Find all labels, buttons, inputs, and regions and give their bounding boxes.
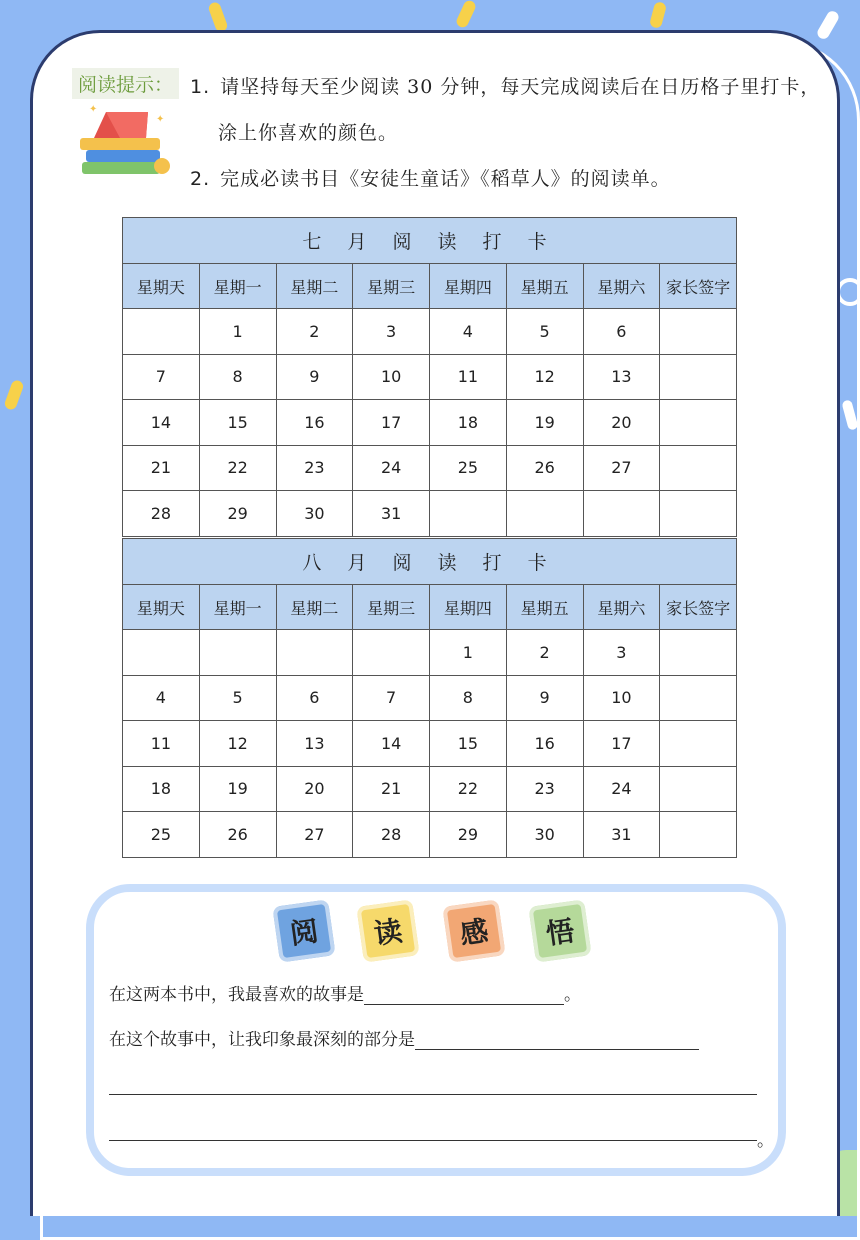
impression-question — [109, 1025, 699, 1050]
calendar-week-row — [123, 766, 737, 812]
tip-text: 请坚持每天至少阅读 30 分钟，每天完成阅读后在日历格子里打卡， — [220, 76, 821, 98]
day-cell[interactable]: 20 — [276, 766, 353, 812]
weekday-header: 家长签字 — [660, 264, 737, 309]
day-cell[interactable]: 2 — [506, 630, 583, 676]
day-cell[interactable]: 17 — [583, 721, 660, 767]
weekday-header: 星期一 — [199, 585, 276, 630]
day-cell[interactable]: 8 — [430, 675, 507, 721]
day-cell[interactable]: 25 — [430, 445, 507, 491]
answer-end-mark: 。 — [757, 1131, 774, 1151]
day-cell[interactable]: 19 — [199, 766, 276, 812]
day-cell[interactable]: 4 — [430, 309, 507, 355]
day-cell[interactable]: 5 — [199, 675, 276, 721]
badge-du: 读 — [356, 899, 419, 962]
day-cell[interactable]: 30 — [276, 491, 353, 537]
day-cell[interactable]: 13 — [276, 721, 353, 767]
day-cell[interactable]: 3 — [353, 309, 430, 355]
impression-blank[interactable] — [415, 1031, 699, 1050]
parent-signature-cell[interactable] — [660, 766, 737, 812]
july-reading-calendar — [122, 217, 737, 537]
calendar-week-row — [123, 445, 737, 491]
day-cell[interactable]: 23 — [506, 766, 583, 812]
day-cell[interactable]: 10 — [353, 354, 430, 400]
day-cell[interactable]: 11 — [430, 354, 507, 400]
day-cell[interactable]: 21 — [123, 445, 200, 491]
parent-signature-cell[interactable] — [660, 309, 737, 355]
decor-dash — [649, 1, 667, 29]
favorite-story-question — [109, 980, 581, 1005]
decor-dash — [207, 1, 229, 33]
day-cell[interactable]: 25 — [123, 812, 200, 858]
day-cell[interactable]: 31 — [583, 812, 660, 858]
weekday-header: 星期六 — [583, 264, 660, 309]
calendar-week-row — [123, 400, 737, 446]
day-cell[interactable] — [123, 630, 200, 676]
weekday-header: 星期三 — [353, 264, 430, 309]
day-cell[interactable]: 1 — [430, 630, 507, 676]
badge-wu: 悟 — [528, 899, 591, 962]
answer-line[interactable] — [109, 1094, 757, 1095]
calendar-week-row — [123, 354, 737, 400]
reading-tips-label: 阅读提示： — [72, 68, 179, 99]
day-cell[interactable]: 29 — [199, 491, 276, 537]
day-cell[interactable]: 22 — [430, 766, 507, 812]
books-illustration — [76, 100, 176, 186]
day-cell[interactable]: 24 — [583, 766, 660, 812]
weekday-header: 星期天 — [123, 264, 200, 309]
tip-item-2 — [190, 164, 671, 191]
decor-dash — [455, 0, 478, 29]
day-cell[interactable]: 27 — [276, 812, 353, 858]
day-cell[interactable]: 28 — [123, 491, 200, 537]
weekday-header: 星期二 — [276, 264, 353, 309]
weekday-header: 家长签字 — [660, 585, 737, 630]
weekday-header: 星期一 — [199, 264, 276, 309]
day-cell[interactable]: 26 — [199, 812, 276, 858]
tip-number: 2. — [190, 168, 211, 190]
day-cell[interactable] — [583, 491, 660, 537]
day-cell[interactable] — [506, 491, 583, 537]
tip-text: 完成必读书目《安徒生童话》《稻草人》的阅读单。 — [220, 168, 671, 190]
day-cell[interactable]: 10 — [583, 675, 660, 721]
day-cell[interactable]: 19 — [506, 400, 583, 446]
weekday-header: 星期四 — [430, 264, 507, 309]
decor-dash — [815, 9, 840, 41]
tip-item-1-continued: 涂上你喜欢的颜色。 — [218, 122, 399, 144]
question-text: 在这个故事中，让我印象最深刻的部分是 — [109, 1030, 415, 1050]
day-cell[interactable]: 9 — [276, 354, 353, 400]
day-cell[interactable]: 16 — [276, 400, 353, 446]
parent-signature-cell[interactable] — [660, 445, 737, 491]
day-cell[interactable]: 1 — [199, 309, 276, 355]
day-cell[interactable]: 15 — [430, 721, 507, 767]
day-cell[interactable]: 17 — [353, 400, 430, 446]
day-cell[interactable]: 6 — [583, 309, 660, 355]
tip-number: 1. — [190, 76, 211, 98]
day-cell[interactable]: 5 — [506, 309, 583, 355]
day-cell[interactable]: 7 — [353, 675, 430, 721]
weekday-header: 星期四 — [430, 585, 507, 630]
august-reading-calendar — [122, 538, 737, 858]
day-cell[interactable]: 9 — [506, 675, 583, 721]
svg-text:✦: ✦ — [89, 104, 98, 115]
decor-dash — [3, 379, 25, 411]
svg-text:✦: ✦ — [156, 114, 165, 125]
day-cell[interactable]: 28 — [353, 812, 430, 858]
day-cell[interactable]: 29 — [430, 812, 507, 858]
day-cell[interactable]: 15 — [199, 400, 276, 446]
weekday-header: 星期三 — [353, 585, 430, 630]
day-cell[interactable]: 6 — [276, 675, 353, 721]
parent-signature-cell[interactable] — [660, 675, 737, 721]
day-cell[interactable] — [353, 630, 430, 676]
day-cell[interactable] — [276, 630, 353, 676]
day-cell[interactable]: 4 — [123, 675, 200, 721]
day-cell[interactable]: 16 — [506, 721, 583, 767]
parent-signature-cell[interactable] — [660, 812, 737, 858]
day-cell[interactable]: 14 — [123, 400, 200, 446]
parent-signature-cell[interactable] — [660, 721, 737, 767]
day-cell[interactable]: 23 — [276, 445, 353, 491]
day-cell[interactable]: 2 — [276, 309, 353, 355]
day-cell[interactable]: 24 — [353, 445, 430, 491]
day-cell[interactable] — [430, 491, 507, 537]
day-cell[interactable]: 18 — [430, 400, 507, 446]
calendar-week-row — [123, 721, 737, 767]
calendar-week-row — [123, 675, 737, 721]
parent-signature-cell[interactable] — [660, 491, 737, 537]
day-cell[interactable]: 20 — [583, 400, 660, 446]
weekday-header: 星期五 — [506, 264, 583, 309]
july-calendar-title: 七 月 阅 读 打 卡 — [123, 218, 737, 264]
day-cell[interactable] — [199, 630, 276, 676]
calendar-week-row — [123, 812, 737, 858]
day-cell[interactable]: 7 — [123, 354, 200, 400]
answer-line[interactable] — [109, 1140, 757, 1141]
question-text: 在这两本书中，我最喜欢的故事是 — [109, 985, 364, 1005]
weekday-header: 星期五 — [506, 585, 583, 630]
day-cell[interactable]: 26 — [506, 445, 583, 491]
day-cell[interactable]: 11 — [123, 721, 200, 767]
weekday-header: 星期二 — [276, 585, 353, 630]
day-cell[interactable]: 13 — [583, 354, 660, 400]
day-cell[interactable]: 31 — [353, 491, 430, 537]
weekday-header: 星期天 — [123, 585, 200, 630]
day-cell[interactable]: 18 — [123, 766, 200, 812]
parent-signature-cell[interactable] — [660, 400, 737, 446]
august-calendar-title: 八 月 阅 读 打 卡 — [123, 539, 737, 585]
favorite-story-blank[interactable] — [364, 986, 564, 1005]
badge-gan: 感 — [442, 899, 505, 962]
calendar-week-row — [123, 309, 737, 355]
day-cell[interactable]: 12 — [199, 721, 276, 767]
parent-signature-cell[interactable] — [660, 354, 737, 400]
question-end: 。 — [564, 985, 581, 1005]
weekday-header: 星期六 — [583, 585, 660, 630]
day-cell[interactable]: 14 — [353, 721, 430, 767]
tip-item-1 — [190, 72, 820, 99]
day-cell[interactable]: 30 — [506, 812, 583, 858]
day-cell[interactable]: 8 — [199, 354, 276, 400]
day-cell[interactable] — [123, 309, 200, 355]
day-cell[interactable]: 21 — [353, 766, 430, 812]
calendar-week-row — [123, 491, 737, 537]
day-cell[interactable]: 3 — [583, 630, 660, 676]
day-cell[interactable]: 22 — [199, 445, 276, 491]
day-cell[interactable]: 12 — [506, 354, 583, 400]
badge-yue: 阅 — [272, 899, 335, 962]
day-cell[interactable]: 27 — [583, 445, 660, 491]
parent-signature-cell[interactable] — [660, 630, 737, 676]
calendar-week-row — [123, 630, 737, 676]
